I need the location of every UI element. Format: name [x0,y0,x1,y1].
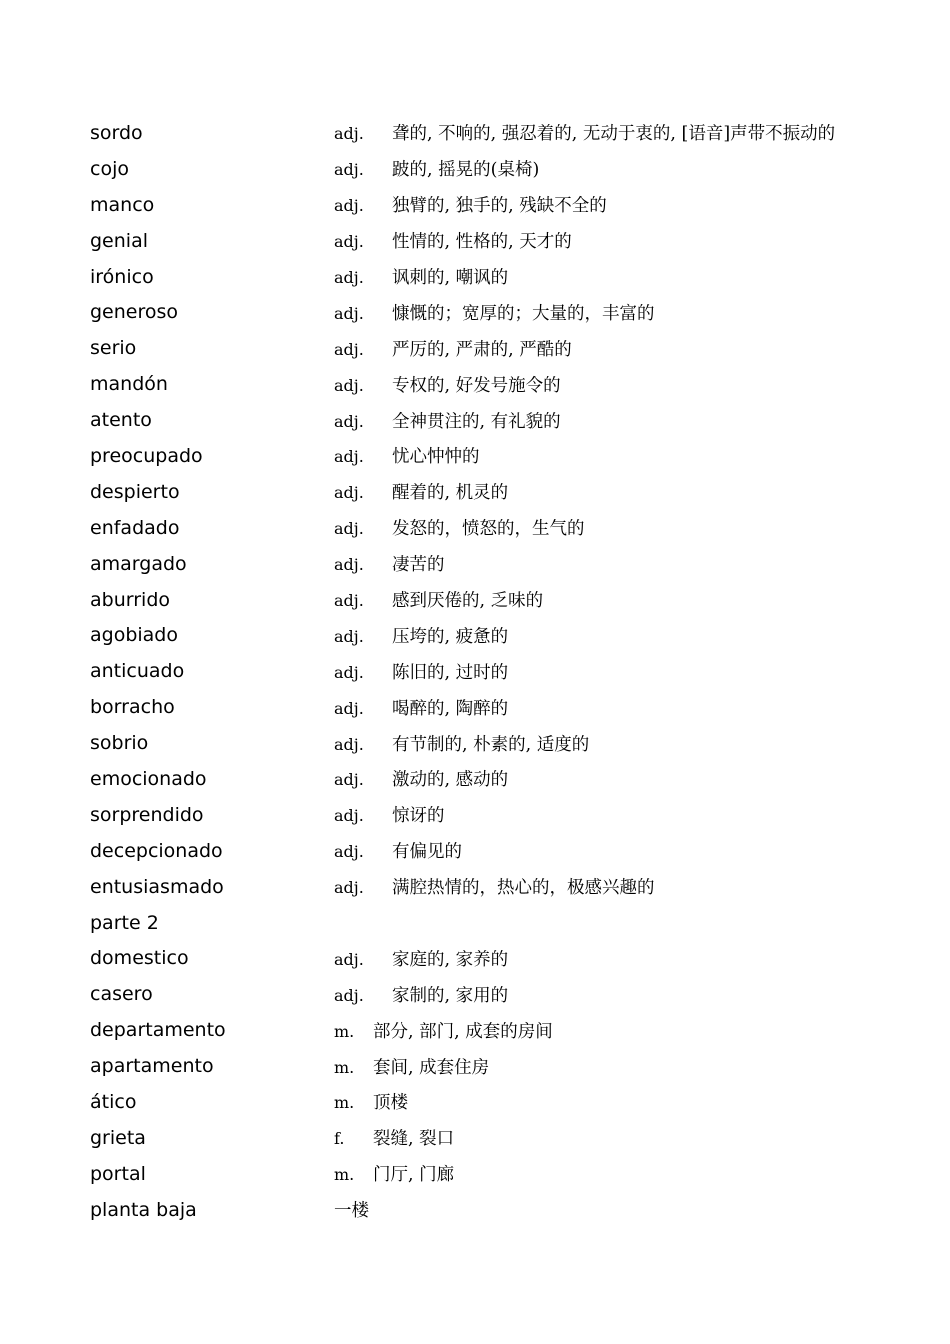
vocab-definition [334,479,838,504]
vocab-definition [334,443,838,468]
vocab-entry [90,653,838,689]
vocab-entry [90,1120,838,1156]
vocab-entry [90,905,838,941]
vocab-meaning: 醒着的, 机灵的 [392,483,509,504]
vocab-term: ático [90,1090,137,1113]
vocab-term: irónico [90,265,154,288]
vocab-meaning: 全神贯注的, 有礼貌的 [392,411,561,432]
vocab-meaning: 家制的, 家用的 [392,985,509,1006]
vocab-entry [90,474,838,510]
part-of-speech: adj. [334,303,364,323]
vocab-term: parte 2 [90,911,159,934]
vocab-entry [90,1084,838,1120]
part-of-speech: adj. [334,591,364,611]
vocab-meaning: 门厅, 门廊 [373,1165,455,1186]
vocab-meaning: 独臂的, 独手的, 残缺不全的 [392,196,607,217]
part-of-speech: adj. [334,375,364,395]
part-of-speech: m. [334,1021,355,1041]
vocab-term: despierto [90,480,180,503]
vocab-definition [334,372,838,397]
vocab-term: sobrio [90,732,149,755]
vocab-term: genial [90,229,148,252]
part-of-speech: adj. [334,662,364,682]
vocab-term: sorprendido [90,803,204,826]
vocab-meaning: 一楼 [334,1201,369,1222]
vocab-entry [90,797,838,833]
vocab-meaning: 有偏见的 [392,842,462,863]
vocab-meaning: 套间, 成套住房 [373,1057,490,1078]
part-of-speech: adj. [334,985,364,1005]
part-of-speech: m. [334,1165,355,1185]
vocab-definition [334,659,838,684]
vocab-entry [90,869,838,905]
part-of-speech: adj. [334,698,364,718]
part-of-speech: f. [334,1129,345,1149]
vocab-definition [334,551,838,576]
vocab-term: planta baja [90,1198,197,1221]
vocab-definition [334,228,838,253]
part-of-speech: adj. [334,949,364,969]
vocab-meaning: 慷慨的；宽厚的；大量的，丰富的 [392,303,655,324]
vocab-entry [90,294,838,330]
vocab-definition [334,695,838,720]
vocab-meaning: 专权的, 好发号施令的 [392,375,561,396]
vocab-term: domestico [90,947,189,970]
vocab-entry [90,151,838,187]
part-of-speech: adj. [334,770,364,790]
vocab-entry [90,1192,838,1228]
vocab-definition [334,623,838,648]
part-of-speech: adj. [334,232,364,252]
part-of-speech: adj. [334,339,364,359]
vocab-meaning: 裂缝, 裂口 [373,1129,455,1150]
vocab-entry [90,366,838,402]
vocab-entry [90,330,838,366]
vocab-term: enfadado [90,516,180,539]
vocab-definition [334,874,838,899]
part-of-speech: adj. [334,160,364,180]
part-of-speech: adj. [334,626,364,646]
vocab-term: decepcionado [90,839,223,862]
vocab-definition [334,1197,838,1222]
vocab-term: grieta [90,1126,146,1149]
vocab-term: aburrido [90,588,170,611]
vocab-entry [90,1012,838,1048]
vocab-entry [90,1156,838,1192]
vocab-meaning: 发怒的，愤怒的，生气的 [392,519,585,540]
vocab-term: anticuado [90,660,185,683]
vocab-meaning: 严厉的, 严肃的, 严酷的 [392,339,572,360]
vocab-term: emocionado [90,767,207,790]
vocab-term: atento [90,409,152,432]
vocab-entry [90,1048,838,1084]
part-of-speech: adj. [334,483,364,503]
vocab-term: borracho [90,696,175,719]
vocab-definition [334,156,838,181]
vocab-definition [334,192,838,217]
vocab-term: cojo [90,157,129,180]
vocab-meaning: 忧心忡忡的 [392,447,480,468]
vocab-term: departamento [90,1019,226,1042]
vocab-term: casero [90,983,153,1006]
vocab-term: manco [90,193,155,216]
vocab-entry [90,187,838,223]
vocab-entry [90,940,838,976]
part-of-speech: adj. [334,842,364,862]
vocab-meaning: 性情的, 性格的, 天才的 [392,232,572,253]
part-of-speech: adj. [334,806,364,826]
part-of-speech: adj. [334,268,364,287]
vocab-term: apartamento [90,1055,214,1078]
part-of-speech: m. [334,1093,355,1113]
part-of-speech: adj. [334,555,364,575]
vocab-meaning: 激动的, 感动的 [392,770,509,791]
vocab-meaning: 跛的, 摇晃的(桌椅) [392,160,540,181]
part-of-speech: adj. [334,734,364,754]
vocabulary-list [90,115,838,1228]
vocab-meaning: 顶楼 [373,1093,408,1114]
vocab-definition [334,336,838,361]
vocab-meaning: 惊讶的 [392,806,445,827]
vocab-definition [334,515,838,540]
vocab-definition [334,946,838,971]
vocab-definition [334,408,838,433]
vocab-entry [90,617,838,653]
vocab-entry [90,725,838,761]
vocab-term: mandón [90,373,168,396]
vocab-definition [334,1054,838,1079]
vocab-definition [334,802,838,827]
vocab-definition [334,1161,838,1186]
vocab-meaning: 感到厌倦的, 乏味的 [392,591,544,612]
vocab-definition [334,1018,838,1043]
vocab-entry [90,976,838,1012]
vocab-definition [334,766,838,791]
vocab-entry [90,115,838,151]
vocab-term: sordo [90,121,143,144]
part-of-speech: adj. [334,411,364,431]
vocab-term: entusiasmado [90,875,224,898]
part-of-speech: adj. [334,878,364,898]
vocab-term: agobiado [90,624,178,647]
vocab-meaning: 部分, 部门, 成套的房间 [373,1021,553,1042]
vocab-definition [334,120,838,145]
vocab-term: amargado [90,552,187,575]
vocab-meaning: 家庭的, 家养的 [392,949,509,970]
vocab-entry [90,689,838,725]
vocab-entry [90,833,838,869]
vocab-meaning: 凄苦的 [392,555,445,576]
vocab-entry [90,546,838,582]
part-of-speech: adj. [334,519,364,539]
vocab-meaning: 讽刺的, 嘲讽的 [392,268,509,288]
vocab-entry [90,259,838,295]
vocab-term: serio [90,337,137,360]
vocab-entry [90,223,838,259]
vocab-meaning: 满腔热情的，热心的，极感兴趣的 [392,878,655,899]
vocab-term: preocupado [90,444,203,467]
vocab-entry [90,402,838,438]
vocab-entry [90,582,838,618]
vocab-entry [90,761,838,797]
vocab-meaning: 陈旧的, 过时的 [392,662,509,683]
vocab-meaning: 喝醉的, 陶醉的 [392,698,509,719]
vocab-entry [90,438,838,474]
vocab-definition [334,264,838,289]
vocab-term: portal [90,1162,146,1185]
vocab-meaning: 有节制的, 朴素的, 适度的 [392,734,590,755]
vocab-definition [334,838,838,863]
vocab-definition [334,1089,838,1114]
vocab-definition [334,731,838,756]
part-of-speech: m. [334,1057,355,1077]
part-of-speech: adj. [334,447,364,467]
vocab-entry [90,510,838,546]
vocab-term: generoso [90,301,179,324]
vocab-meaning: 聋的, 不响的, 强忍着的, 无动于衷的, [语音]声带不振动的 [392,124,836,145]
vocab-definition [334,300,838,325]
vocab-definition [334,982,838,1007]
vocab-meaning: 压垮的, 疲惫的 [392,626,509,647]
vocab-definition [334,1125,838,1150]
part-of-speech: adj. [334,196,364,216]
part-of-speech: adj. [334,124,364,144]
vocab-definition [334,587,838,612]
